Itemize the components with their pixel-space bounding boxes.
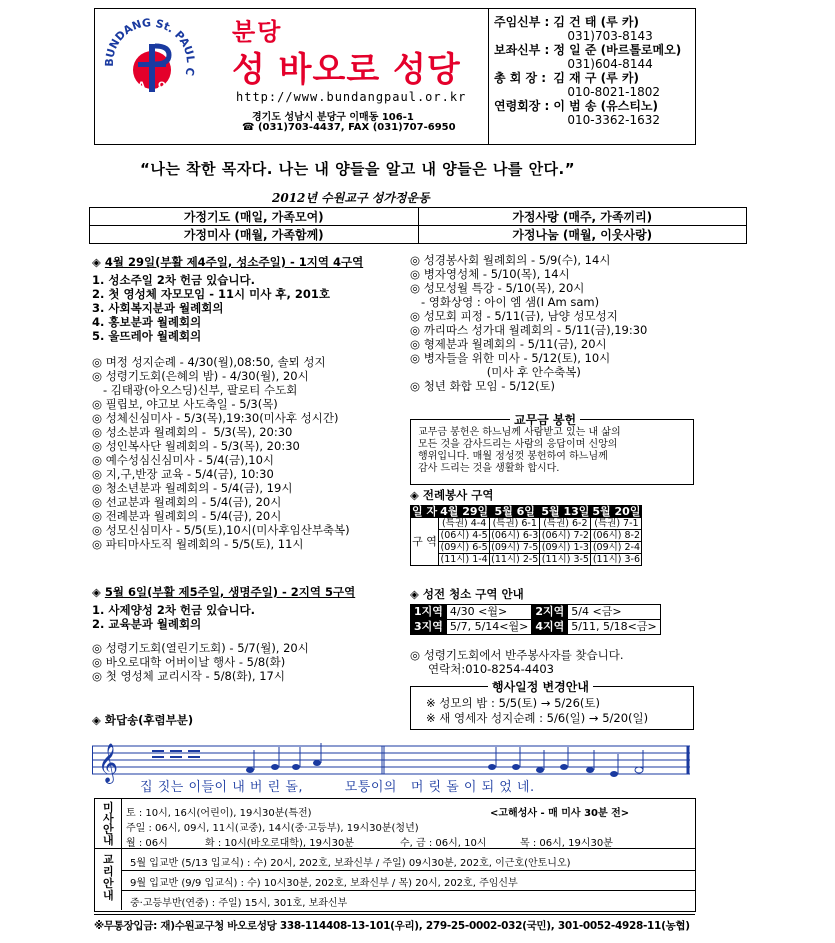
cleaning-date: 5/11, 5/18<금>: [568, 620, 660, 635]
side-char: 리: [103, 865, 114, 878]
tithe-line: 교무금 봉헌은 하느님께 사람받고 있는 내 삶의: [418, 427, 621, 438]
contact-name: 이 범 송 (유스티노): [553, 99, 659, 113]
cleaning-row: [411, 605, 661, 620]
events1-list: [92, 355, 350, 551]
event-item: ◎ 성인복사단 월례회의 - 5/3(목), 20:30: [92, 439, 300, 453]
church-logo: [100, 14, 200, 114]
event-item: ◎ 병자영성체 - 5/10(목), 14시: [410, 267, 570, 281]
cleaning-table: [410, 604, 661, 635]
contact-row: [492, 15, 683, 29]
contact-phone: 031)604-8144: [567, 57, 653, 71]
cleaning-region: 2지역: [532, 605, 568, 620]
contact-row: [492, 71, 683, 85]
events2-list: [92, 641, 309, 683]
schedule-title: ◈ 전례봉사 구역: [410, 488, 494, 502]
edu-row-divider-1: [122, 870, 695, 871]
tithe-line: 감사 드리는 것을 생활화 합시다.: [418, 463, 560, 474]
church-name: 성 바오로 성당: [232, 50, 461, 90]
schedule-header-cell: 5월 13일: [541, 505, 590, 518]
event-item: ◎ 바오로대학 어버이날 행사 - 5/8(화): [92, 655, 286, 669]
announcement-item: 1. 성소주일 2차 헌금 있습니다.: [92, 273, 255, 287]
event-item: ◎ 성령기도회(열린기도회) - 5/7(월), 20시: [92, 641, 309, 655]
tithe-box-title: 교무금 봉헌: [510, 411, 580, 428]
event-item: ◎ 까리따스 성가대 월례회의 - 5/11(금),19:30: [410, 323, 648, 337]
logo-omega: Ω: [158, 81, 166, 91]
mass-side-label: [103, 802, 114, 846]
schedule-cell: (09시) 6-5: [440, 542, 488, 553]
mass-sun: 주일 : 06시, 09시, 11시(교중), 14시(중·고등부), 19시30분(청년): [126, 823, 419, 834]
mass-confession: <고해성사 - 매 미사 30분 전>: [490, 808, 630, 819]
mass-thu: 목 : 06시, 19시30분: [520, 838, 613, 849]
music-lyrics: 집 짓는 이들이 내 버 린 돌, 모퉁이의 머 릿 돌 이 되 었 네.: [140, 780, 535, 795]
contact-row: [492, 43, 683, 57]
mass-tue: 화 : 10시(바오로대학), 19시30분: [205, 838, 355, 849]
event-item: ◎ 성경봉사회 월례회의 - 5/9(수), 14시: [410, 253, 611, 267]
event-item: ◎ 성체신심미사 - 5/3(목),19:30(미사후 성시간): [92, 411, 339, 425]
event-item: ◎ 전례분과 월례회의 - 5/4(금), 20시: [92, 509, 282, 523]
movement-cell: 가정사랑 (매주, 가족끼리): [418, 208, 747, 226]
movement-title: 2012년 수원교구 성가정운동: [272, 191, 430, 205]
volunteer-notice: ◎ 성령기도회에서 반주봉사자를 찾습니다.: [410, 648, 624, 662]
change-1: ※ 성모의 밤 : 5/5(토) → 5/26(토): [426, 696, 601, 710]
side-char: 교: [103, 853, 114, 866]
contact-name: 김 건 태 (루 카): [553, 15, 639, 29]
schedule-cell: (09시) 2-4: [592, 542, 641, 553]
mass-mon: 월 : 06시: [126, 838, 168, 849]
announcement-item: 2. 첫 영성체 자모모임 - 11시 미사 후, 201호: [92, 287, 330, 301]
footer-bank-info: ※무통장입금: 재)수원교구청 바오로성당 338-114408-13-101(우리), 279-25-0002-032(국민), 301-0052-4928-11(농협): [94, 920, 690, 932]
event-item: ◎ 청년 화합 모임 - 5/12(토): [410, 379, 556, 393]
edu-row-divider-2: [122, 890, 695, 891]
church-url[interactable]: http://www.bundangpaul.or.kr: [236, 90, 467, 104]
event-item: ◎ 며정 성지순례 - 4/30(월),08:50, 솔뫼 성지: [92, 355, 326, 369]
treble-clef-icon: 𝄞: [98, 743, 119, 783]
section2-items: [92, 603, 255, 631]
schedule-row: [411, 518, 642, 530]
cleaning-date: 5/4 <금>: [568, 605, 660, 620]
tithe-line: 모든 것을 감사드리는 사람의 응답이며 신앙의: [418, 439, 618, 450]
contact-phone: 010-3362-1632: [567, 113, 661, 127]
volunteer-contact: 연락처:010-8254-4403: [428, 662, 554, 676]
schedule-cell: (06시) 6-3: [491, 530, 539, 541]
schedule-header-cell: 5월 20일: [592, 505, 641, 518]
contact-phone-row: [492, 29, 683, 43]
right-events-list: [410, 253, 647, 393]
schedule-cell: (09시) 7-5: [491, 542, 539, 553]
contacts-table: [492, 15, 683, 127]
event-item: (미사 후 안수축복): [410, 365, 581, 379]
section2-title-text: 5월 6일(부활 제5주일, 생명주일) - 2지역 5구역: [104, 585, 356, 599]
side-char: 안: [103, 877, 114, 890]
edu-class-1: 5월 입교반 (5/13 입교식) : 수) 20시, 202호, 보좌신부 / 주일) 09시30분, 202호, 이근호(안토니오): [130, 858, 571, 869]
schedule-row: [411, 554, 642, 566]
contact-spacer: [492, 57, 551, 71]
contact-phone: 010-8021-1802: [567, 85, 661, 99]
contact-role: 연령회장 :: [494, 99, 550, 113]
event-item: ◎ 선교분과 월례회의 - 5/4(금), 20시: [92, 495, 282, 509]
announcement-item: 3. 사회복지분과 월례회의: [92, 301, 224, 315]
church-tel-fax: ☎ (031)703-4437, FAX (031)707-6950: [242, 122, 456, 133]
event-item: ◎ 성모성월 특강 - 5/10(목), 20시: [410, 281, 585, 295]
cleaning-date: 5/7, 5/14<월>: [446, 620, 531, 635]
cleaning-row: [411, 620, 661, 635]
tithe-line: 행위입니다. 매월 정성껏 봉헌하여 하느님께: [418, 451, 608, 462]
change-box-title: 행사일정 변경안내: [488, 678, 593, 695]
section1-title-text: 4월 29일(부활 제4주일, 성소주일) - 1지역 4구역: [104, 255, 364, 269]
contact-phone-row: [492, 113, 683, 127]
contact-role: 총 회 장 :: [494, 71, 547, 85]
logo-ring-text: BUNDANG St. PAUL C: [102, 16, 198, 77]
event-item: ◎ 병자들을 위한 미사 - 5/12(토), 10시: [410, 351, 611, 365]
contact-spacer: [492, 29, 551, 43]
header-divider: [488, 8, 489, 144]
tithe-box-text: [418, 427, 621, 475]
event-item: ◎ 필립보, 야고보 사도축일 - 5/3(목): [92, 397, 278, 411]
movement-cell: 가정기도 (매일, 가족모여): [90, 208, 419, 226]
edu-class-2: 9월 입교반 (9/9 입교식) : 수) 10시30분, 202호, 보좌신부 / 목) 20시, 202호, 주임신부: [130, 878, 518, 889]
movement-cell: 가정미사 (매월, 가족함께): [90, 226, 419, 244]
schedule-cell: (11시) 3-6: [592, 554, 641, 565]
schedule-row: [411, 542, 642, 554]
cleaning-region: 4지역: [532, 620, 568, 635]
contact-row: [492, 99, 683, 113]
schedule-table: [410, 505, 642, 566]
cleaning-region: 1지역: [411, 605, 447, 620]
event-item: ◎ 예수성심신심미사 - 5/4(금),10시: [92, 453, 275, 467]
church-address: 경기도 성남시 분당구 이매동 106-1: [252, 112, 414, 123]
schedule-cell: (특권) 4-4: [439, 518, 490, 530]
contact-spacer: [492, 113, 551, 127]
side-char: 사: [103, 812, 114, 825]
event-item: ◎ 지,구,반장 교육 - 5/4(금), 10:30: [92, 467, 274, 481]
cleaning-title: ◈ 성전 청소 구역 안내: [410, 587, 524, 601]
side-char: 미: [103, 801, 114, 814]
event-item: ◎ 성모회 피정 - 5/11(금), 남양 성모성지: [410, 309, 618, 323]
event-item: ◎ 성령기도회(은혜의 밤) - 4/30(월), 20시: [92, 369, 309, 383]
edu-class-3: 중·고등부반(연중) : 주일) 15시, 301호, 보좌신부: [130, 898, 348, 909]
schedule-cell: (06시) 7-2: [541, 530, 589, 541]
mass-sat: 토 : 10시, 16시(어린이), 19시30분(특전): [126, 808, 312, 819]
schedule-cell: (11시) 1-4: [440, 554, 488, 565]
schedule-row: [411, 530, 642, 542]
schedule-cell: (06시) 4-5: [440, 530, 488, 541]
weekly-quote: “나는 착한 목자다. 나는 내 양들을 알고 내 양들은 나를 안다.”: [140, 160, 576, 178]
cleaning-date: 4/30 <월>: [446, 605, 531, 620]
event-item: ◎ 파티마사도직 월례회의 - 5/5(토), 11시: [92, 537, 304, 551]
event-item: ◎ 첫 영성체 교리시작 - 5/8(화), 17시: [92, 669, 285, 683]
contact-spacer: [492, 85, 551, 99]
side-char: 내: [103, 889, 114, 902]
contact-role: 주임신부 :: [494, 15, 550, 29]
contact-phone: 031)703-8143: [567, 29, 653, 43]
schedule-cell: (11시) 3-5: [541, 554, 589, 565]
edu-side-label: [103, 854, 114, 902]
event-item: ◎ 청소년분과 월례회의 - 5/4(금), 19시: [92, 481, 293, 495]
contact-name: 정 일 준 (바르톨로메오): [553, 43, 682, 57]
contact-phone-row: [492, 57, 683, 71]
schedule-header-cell: 5월 6일: [490, 506, 540, 518]
movement-grid: [89, 207, 747, 244]
schedule-row-label: 구 역: [411, 518, 439, 566]
schedule-cell: (06시) 8-2: [592, 530, 641, 541]
event-item: ◎ 성모신심미사 - 5/5(토),10시(미사후임산부축복): [92, 523, 350, 537]
schedule-cell: (특권) 6-1: [490, 518, 540, 530]
schedule-cell: (특권) 7-1: [591, 518, 642, 530]
contact-role: 보좌신부 :: [494, 43, 550, 57]
schedule-cell: (특권) 6-2: [540, 518, 591, 530]
change-2: ※ 새 영세자 성지순례 : 5/6(일) → 5/20(일): [426, 711, 649, 725]
schedule-cell: (11시) 2-5: [491, 554, 539, 565]
schedule-header-cell: 4월 29일: [440, 505, 489, 518]
section1-items: [92, 273, 330, 343]
event-item: ◎ 성소분과 월례회의 - 5/3(목), 20:30: [92, 425, 293, 439]
announcement-item: 2. 교육분과 월례회의: [92, 617, 202, 631]
footer-line: [94, 914, 695, 915]
section2-title: ◈ 5월 6일(부활 제5주일, 생명주일) - 2지역 5구역: [92, 585, 356, 599]
event-item: ◎ 형제분과 월례회의 - 5/11(금), 20시: [410, 337, 607, 351]
section1-title: ◈ 4월 29일(부활 제4주일, 성소주일) - 1지역 4구역: [92, 255, 364, 269]
announcement-item: 5. 울뜨레아 월례회의: [92, 329, 202, 343]
event-item: - 영화상영 : 아이 엠 샘(I Am sam): [410, 295, 600, 309]
contact-phone-row: [492, 85, 683, 99]
contact-name: 김 재 구 (루 카): [553, 71, 639, 85]
side-char: 내: [103, 834, 114, 847]
announcement-item: 4. 홍보분과 월례회의: [92, 315, 202, 329]
cleaning-region: 3지역: [411, 620, 447, 635]
schedule-cell: (09시) 1-3: [541, 542, 589, 553]
schedule-header-cell: 일 자: [412, 505, 438, 518]
logo-alpha: A: [138, 81, 145, 91]
event-item: - 김태광(아오스딩)신부, 팔로티 수도회: [92, 383, 298, 397]
church-small-title: 분당: [232, 18, 283, 46]
mass-wed: 수, 금 : 06시, 10시: [400, 838, 487, 849]
psalm-label: ◈ 화답송(후렴부분): [92, 713, 194, 727]
side-char: 안: [103, 823, 114, 836]
movement-cell: 가정나눔 (매월, 이웃사랑): [418, 226, 747, 244]
announcement-item: 1. 사제양성 2차 헌금 있습니다.: [92, 603, 255, 617]
